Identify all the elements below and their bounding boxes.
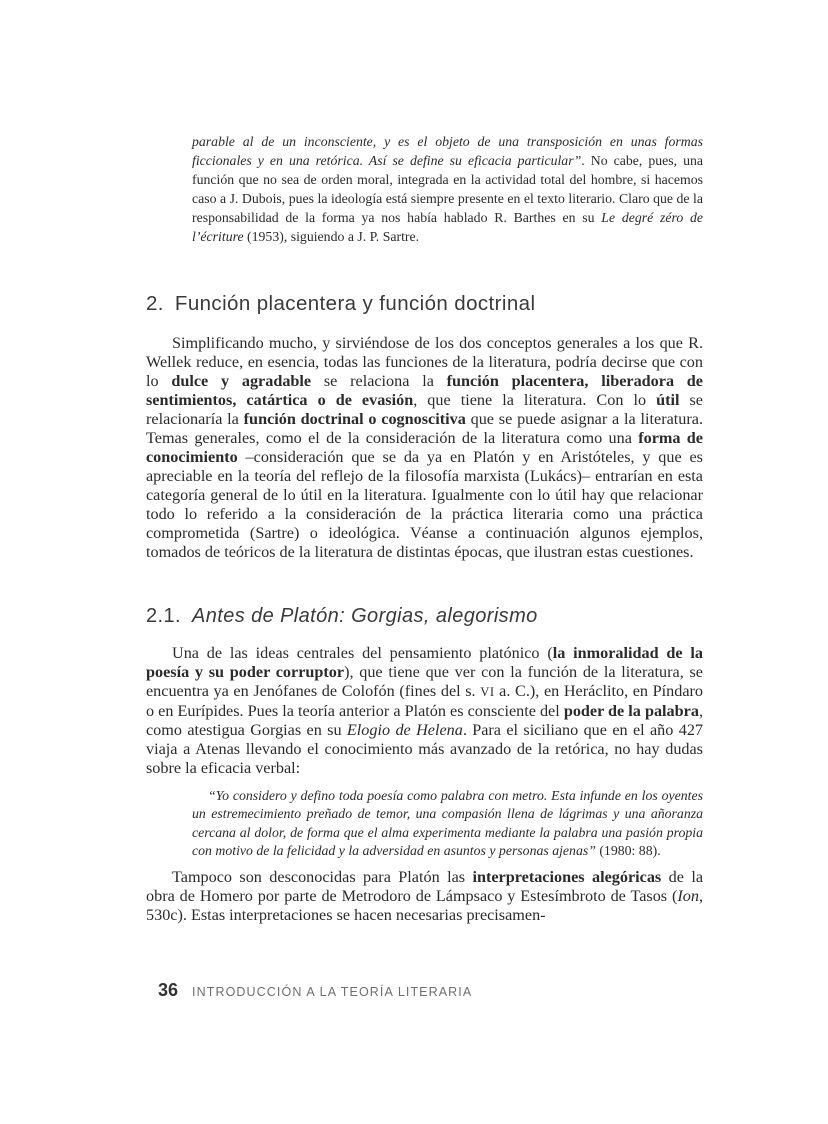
block-quote-continuation: parable al de un inconsciente, y es el objeto de una transposición en unas formas ficcionales y en una retórica. Así se define su eficacia particular”. No cabe, pues, una función que no sea de orden moral, integrada en la actividad total del hombre, si hacemos caso a J. Dubois, pues la ideología está siempre presente en el texto literario. Claro que de la responsabilidad de la forma ya nos había hablado R. Barthes en su Le degré zéro de l’écriture (1953), siguiendo a J. P. Sartre. [192, 134, 703, 244]
block-quote-gorgias: “Yo considero y defino toda poesía como palabra con metro. Esta infunde en los oyentes un estremecimiento preñado de temor, una compasión llena de lágrimas y una añoranza cercana al dolor, de forma que el alma experimenta mediante la palabra una pasión propia con motivo de la felicidad y la adversidad en asuntos y personas ajenas” (1980: 88). [192, 788, 703, 859]
page-footer [158, 980, 472, 1001]
section-2-heading [146, 290, 703, 318]
section-2-number: 2. [146, 292, 164, 315]
paragraph-allegorical-interpretations: Tampoco son desconocidas para Platón las interpretaciones alegóricas de la obra de Homero por parte de Metrodoro de Lámpsaco y Estesímbroto de Tasos (Ion, 530c). Estas interpretaciones se hacen necesarias precisamen- [146, 867, 704, 924]
running-title: INTRODUCCIÓN A LA TEORÍA LITERARIA [192, 985, 473, 999]
paragraph-platonic-ideas: Una de las ideas centrales del pensamiento platónico (la inmoralidad de la poesía y su poder corruptor), que tiene que ver con la función de la literatura, se encuentra ya en Jenófanes de Colofón (fines del s. VI a. C.), en Heráclito, en Píndaro o en Eurípides. Pues la teoría anterior a Platón es consciente del poder de la palabra, como atestigua Gorgias en su Elogio de Helena. Para el siciliano que en el año 427 viaja a Atenas llevando el conocimiento más avanzado de la retórica, no hay dudas sobre la eficacia verbal: [146, 644, 704, 777]
section-2-1-heading [146, 602, 703, 630]
page-content [146, 132, 703, 925]
section-2-title: Función placentera y función doctrinal [174, 292, 536, 315]
paragraph-wellek-functions: Simplificando mucho, y sirviéndose de los dos conceptos generales a los que R. Wellek reduce, en esencia, todas las funciones de la literatura, podría decirse que con lo dulce y agradable se relaciona la función placentera, liberadora de sentimientos, catártica o de evasión, que tiene la literatura. Con lo útil se relacionaría la función doctrinal o cognoscitiva que se puede asignar a la literatura. Temas generales, como el de la consideración de la literatura como una forma de conocimiento –consideración que se da ya en Platón y en Aristóteles, y que es apreciable en la teoría del reflejo de la filosofía marxista (Lukács)– entrarían en esta categoría general de lo útil en la literatura. Igualmente con lo útil hay que relacionar todo lo referido a la consideración de la práctica literaria como una práctica comprometida (Sartre) o ideológica. Véanse a continuación algunos ejemplos, tomados de teóricos de la literatura de distintas épocas, que ilustran estas cuestiones. [146, 334, 703, 561]
section-2-1-title: Antes de Platón: Gorgias, alegorismo [191, 605, 538, 627]
page-number: 36 [158, 980, 179, 1000]
section-2-1-number: 2.1. [146, 605, 181, 627]
